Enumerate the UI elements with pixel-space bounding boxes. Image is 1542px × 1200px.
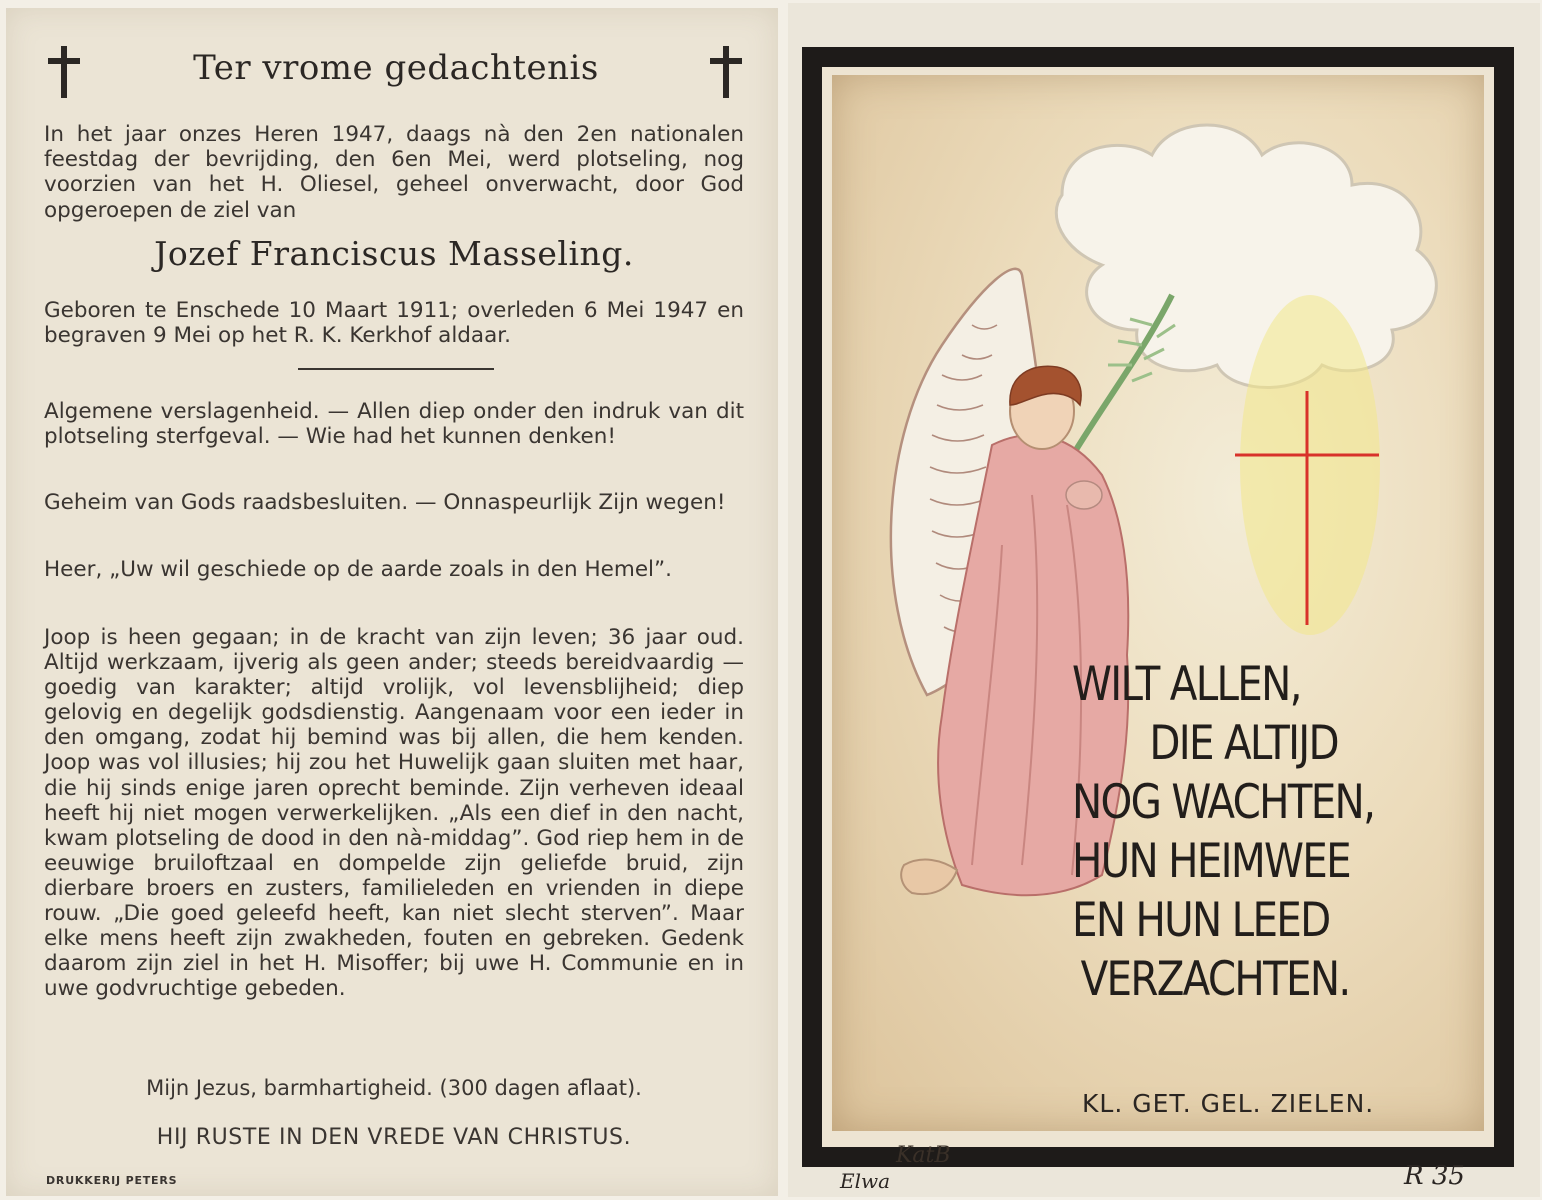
- picture-border: [822, 67, 1494, 1168]
- verse-source: KL. GET. GEL. ZIELEN.: [1082, 1089, 1375, 1118]
- hands-icon: [1066, 481, 1102, 509]
- cross-right-icon: [706, 46, 746, 98]
- card-title: Ter vrome gedachtenis: [193, 48, 599, 88]
- mourning-frame: [802, 47, 1514, 1167]
- verse-line-4: HUN HEIMWEE: [1072, 834, 1350, 889]
- head-icon: [1010, 366, 1081, 449]
- memorial-card-text-side: [6, 8, 778, 1196]
- paragraph-1: Algemene verslagenheid. — Allen diep onder den indruk van dit plotseling sterfgeval. — Wie had het kunnen denken!: [44, 399, 744, 450]
- intro-paragraph: In het jaar onzes Heren 1947, daags nà den 2en nationalen feestdag der bevrijding, den 6en Mei, werd plotseling, nog voorzien van het H. Oliesel, geheel onverwacht, door God opgeroepen de ziel van: [44, 122, 744, 223]
- birth-death-paragraph: Geboren te Enschede 10 Maart 1911; overleden 6 Mei 1947 en begraven 9 Mei op het R. K. Kerkhof aldaar.: [44, 298, 744, 349]
- verse-text: [1072, 655, 1399, 1009]
- rest-in-peace-line: HIJ RUSTE IN DEN VREDE VAN CHRISTUS.: [156, 1125, 632, 1150]
- paragraph-3: Heer, „Uw wil geschiede op de aarde zoals in den Hemel”.: [44, 557, 672, 582]
- printer-credit: DRUKKERIJ PETERS: [46, 1174, 178, 1187]
- memorial-card-picture-side: [788, 3, 1540, 1197]
- verse-line-5: EN HUN LEED: [1072, 893, 1330, 948]
- foot-icon: [901, 860, 957, 895]
- deceased-name: Jozef Franciscus Masseling.: [154, 234, 634, 273]
- angel-illustration: [832, 75, 1484, 1168]
- paragraph-2: Geheim van Gods raadsbesluiten. — Onnaspeurlijk Zijn wegen!: [44, 490, 726, 515]
- cloud-icon: [1056, 125, 1436, 388]
- prayer-line: Mijn Jezus, barmhartigheid. (300 dagen aflaat).: [146, 1076, 642, 1100]
- verse-line-1: WILT ALLEN,: [1072, 657, 1301, 712]
- publisher-mark: Elwa: [840, 1169, 891, 1193]
- series-number: R 35: [1404, 1161, 1465, 1191]
- verse-line-6: VERZACHTEN.: [1080, 952, 1350, 1007]
- cross-left-icon: [44, 46, 84, 98]
- divider: [298, 368, 494, 370]
- verse-line-3: NOG WACHTEN,: [1072, 775, 1375, 830]
- verse-line-2: DIE ALTIJD: [1149, 716, 1338, 771]
- paragraph-4: Joop is heen gegaan; in de kracht van zijn leven; 36 jaar oud. Altijd werkzaam, ijverig als geen ander; steeds bereidvaardig — goedig van karakter; altijd vrolijk, vol levensblijheid; diep gelovig en degelijk godsdienstig. Aangenaam voor een ieder in den omgang, zodat hij bemind was bij allen, die hem kenden. Joop was vol illusies; hij zou het Huwelijk gaan sluiten met haar, die hij sinds enige jaren oprecht beminde. Zijn verheven ideaal heeft hij niet mogen verwerkelijken. „Als een dief in den nacht, kwam plotseling de dood in den nà-middag”. God riep hem in de eeuwige bruiloftzaal en dompelde zijn geliefde bruid, zijn dierbare broers en zusters, familieleden en vrienden in diepe rouw. „Die goed geleefd heeft, kan niet slecht sterven”. Maar elke mens heeft zijn zwakheden, fouten en gebreken. Gedenk daarom zijn ziel in het H. Misoffer; bij uwe H. Communie en in uwe godvruchtige gebeden.: [44, 625, 744, 1002]
- glow-icon: [1240, 295, 1380, 635]
- artist-signature: KatB: [896, 1143, 951, 1168]
